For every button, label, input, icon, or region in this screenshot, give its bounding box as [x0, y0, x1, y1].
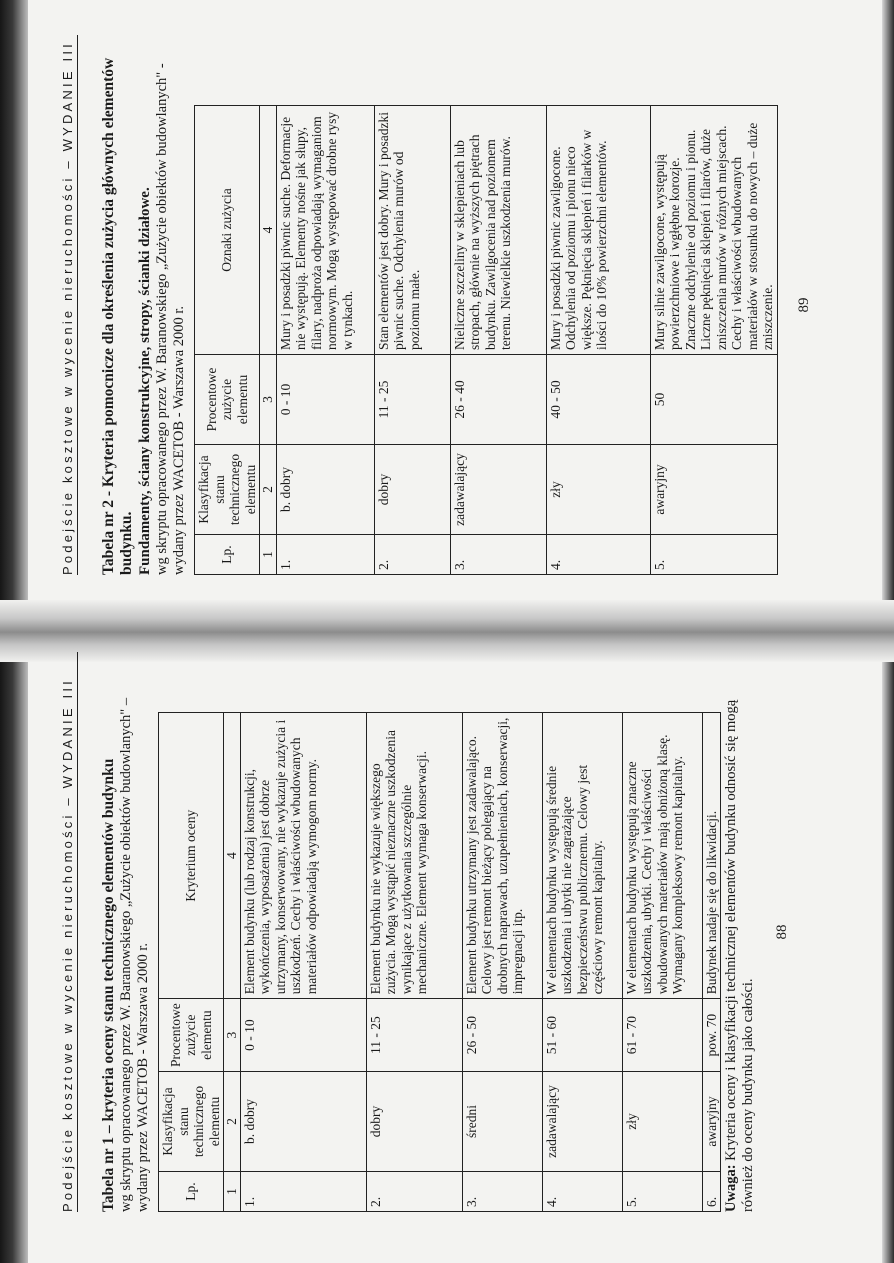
- row-lp: 5.: [622, 1172, 702, 1212]
- row-opis: W elementach budynku występują znaczne uszkodzenia, ubytki. Cechy i właściwości wbudowanych materiałów mają obniżoną klasę. Wymagany kompleksowy remont kapitalny.: [622, 713, 702, 999]
- row-procent: 0 - 10: [276, 355, 374, 445]
- header-oznaki: Oznaki zużycia: [195, 106, 260, 355]
- column-number: 1: [224, 1172, 241, 1212]
- row-lp: 2.: [366, 1172, 462, 1212]
- row-procent: 50: [650, 355, 777, 445]
- row-opis: Stan elementów jest dobry. Mury i posadzki piwnic suche. Odchylenia murów od poziomu małe.: [374, 106, 450, 355]
- row-klasa: dobry: [366, 1072, 462, 1172]
- table-row: [366, 713, 462, 1212]
- column-number: 1: [260, 535, 277, 575]
- table-row: [546, 106, 650, 575]
- row-procent: 40 - 50: [546, 355, 650, 445]
- row-opis: Mury i posadzki piwnic suche. Deformacje nie występują. Elementy nośne jak słupy, filary, nadproża odpowiadają wymaganiom normowym. Mogą występować drobne rysy w tynkach.: [276, 106, 374, 355]
- table-2-subtitle: Fundamenty, ściany konstrukcyjne, stropy, ścianki działowe.: [137, 187, 153, 575]
- table-2-source: wg skryptu opracowanego przez W. Baranowskiego „Zużycie obiektów budowlanych" - wydany przez WACETOB - Warszawa 2000 r.: [154, 63, 187, 575]
- table-2: [194, 105, 778, 575]
- column-number-row: [260, 106, 277, 575]
- table-row: [650, 106, 777, 575]
- row-lp: 2.: [374, 535, 450, 575]
- header-procent: Procentowe zużycie elementu: [159, 999, 224, 1072]
- row-lp: 3.: [462, 1172, 542, 1212]
- table-row: [240, 713, 366, 1212]
- row-procent: 11 - 25: [366, 999, 462, 1072]
- row-klasa: b. dobry: [240, 1072, 366, 1172]
- running-head: Podejście kosztowe w wycenie nieruchomości – WYDANIE III: [60, 35, 78, 575]
- column-number: 4: [224, 713, 241, 999]
- row-opis: Nieliczne szczeliny w sklepieniach lub stropach, głównie na wyższych piętrach budynku. Zawilgocenia nad poziomem terenu. Niewielkie uszkodzenia murów.: [450, 106, 546, 355]
- row-klasa: awaryjny: [702, 1072, 721, 1172]
- row-procent: 0 - 10: [240, 999, 366, 1072]
- page-88: [60, 652, 840, 1212]
- row-lp: 1.: [240, 1172, 366, 1212]
- row-lp: 5.: [650, 535, 777, 575]
- table-1-title: Tabela nr 1 – kryteria oceny stanu technicznego elementów budynku: [100, 758, 117, 1212]
- table-row: [702, 713, 721, 1212]
- row-procent: 51 - 60: [542, 999, 622, 1072]
- column-number: 4: [260, 106, 277, 355]
- page-89: [60, 35, 840, 575]
- row-lp: 1.: [276, 535, 374, 575]
- column-number-row: [224, 713, 241, 1212]
- table-row: [450, 106, 546, 575]
- header-lp: Lp.: [195, 535, 260, 575]
- row-opis: Element budynku nie wykazuje większego zużycia. Mogą wystąpić nieznaczne uszkodzenia wynikające z użytkowania szczególnie mechaniczne. Element wymaga konserwacji.: [366, 713, 462, 999]
- column-number: 3: [260, 355, 277, 445]
- row-procent: 26 - 40: [450, 355, 546, 445]
- row-opis: Mury i posadzki piwnic zawilgocone. Odchylenia od poziomu i pionu nieco większe. Pęknięcia sklepień i filarków w ilości do 10% powierzchni elementów.: [546, 106, 650, 355]
- row-opis: Budynek nadaje się do likwidacji.: [702, 713, 721, 999]
- row-lp: 4.: [546, 535, 650, 575]
- table-row: [276, 106, 374, 575]
- table-1-source: wg skryptu opracowanego przez W. Baranowskiego „Zużycie obiektów budowlanych" – wydany przez WACETOB - Warszawa 2000 r.: [118, 697, 151, 1212]
- header-kryterium: Kryterium oceny: [159, 713, 224, 999]
- note-text: Kryteria oceny i klasyfikacji technicznej elementów budynku odnosić się mogą również do oceny budynku jako całości.: [723, 699, 756, 1212]
- table-1: [158, 712, 721, 1212]
- row-lp: 3.: [450, 535, 546, 575]
- row-procent: pow. 70: [702, 999, 721, 1072]
- column-number: 2: [224, 1072, 241, 1172]
- row-klasa: dobry: [374, 445, 450, 535]
- table-2-title: Tabela nr 2 - Kryteria pomocnicze dla określenia zużycia głównych elementów budynku.: [100, 57, 135, 575]
- column-number: 3: [224, 999, 241, 1072]
- header-lp: Lp.: [159, 1172, 224, 1212]
- row-klasa: średni: [462, 1072, 542, 1172]
- column-number: 2: [260, 445, 277, 535]
- page-number: 89: [795, 297, 812, 313]
- row-procent: 11 - 25: [374, 355, 450, 445]
- row-opis: Element budynku (lub rodzaj konstrukcji, wykończenia, wyposażenia) jest dobrze utrzymany, konserwowany, nie wykazuje zużycia i uszkodzeń. Cechy i właściwości wbudowanych materiałów odpowiadają wymogom normy.: [240, 713, 366, 999]
- row-procent: 26 - 50: [462, 999, 542, 1072]
- row-opis: Element budynku utrzymany jest zadawalająco. Celowy jest remont bieżący polegający na drobnych naprawach, uzupełnieniach, konserwacji, impregnacji itp.: [462, 713, 542, 999]
- header-klasyfikacja: Klasyfikacja stanu technicznego elementu: [159, 1072, 224, 1172]
- table-row: [622, 713, 702, 1212]
- row-klasa: zły: [622, 1072, 702, 1172]
- note-label: Uwaga:: [723, 1164, 739, 1212]
- header-klasyfikacja: Klasyfikacja stanu technicznego elementu: [195, 445, 260, 535]
- row-klasa: awaryjny: [650, 445, 777, 535]
- running-head: Podejście kosztowe w wycenie nieruchomości – WYDANIE III: [60, 652, 78, 1212]
- row-klasa: b. dobry: [276, 445, 374, 535]
- row-klasa: zadawalający: [542, 1072, 622, 1172]
- row-klasa: zły: [546, 445, 650, 535]
- table-header-row: [195, 106, 260, 575]
- table-row: [542, 713, 622, 1212]
- row-opis: W elementach budynku występują średnie uszkodzenia i ubytki nie zagrażające bezpieczeństwu publicznemu. Celowy jest częściowy remont kapitalny.: [542, 713, 622, 999]
- row-procent: 61 - 70: [622, 999, 702, 1072]
- table-row: [462, 713, 542, 1212]
- row-opis: Mury silnie zawilgocone, występują powierzchniowe i wgłębne korozje. Znaczne odchylenie od poziomu i pionu. Liczne pęknięcia sklepień i filarów, duże zniszczenia murów w różnych miejscach. Cechy i właściwości wbudowanych materiałów w stosunku do nowych – duże zniszczenie.: [650, 106, 777, 355]
- table-1-note: [723, 652, 756, 1212]
- page-number: 88: [774, 924, 790, 940]
- row-klasa: zadawalający: [450, 445, 546, 535]
- table-row: [374, 106, 450, 575]
- table-header-row: [159, 713, 224, 1212]
- header-procent: Procentowe zużycie elementu: [195, 355, 260, 445]
- row-lp: 6.: [702, 1172, 721, 1212]
- row-lp: 4.: [542, 1172, 622, 1212]
